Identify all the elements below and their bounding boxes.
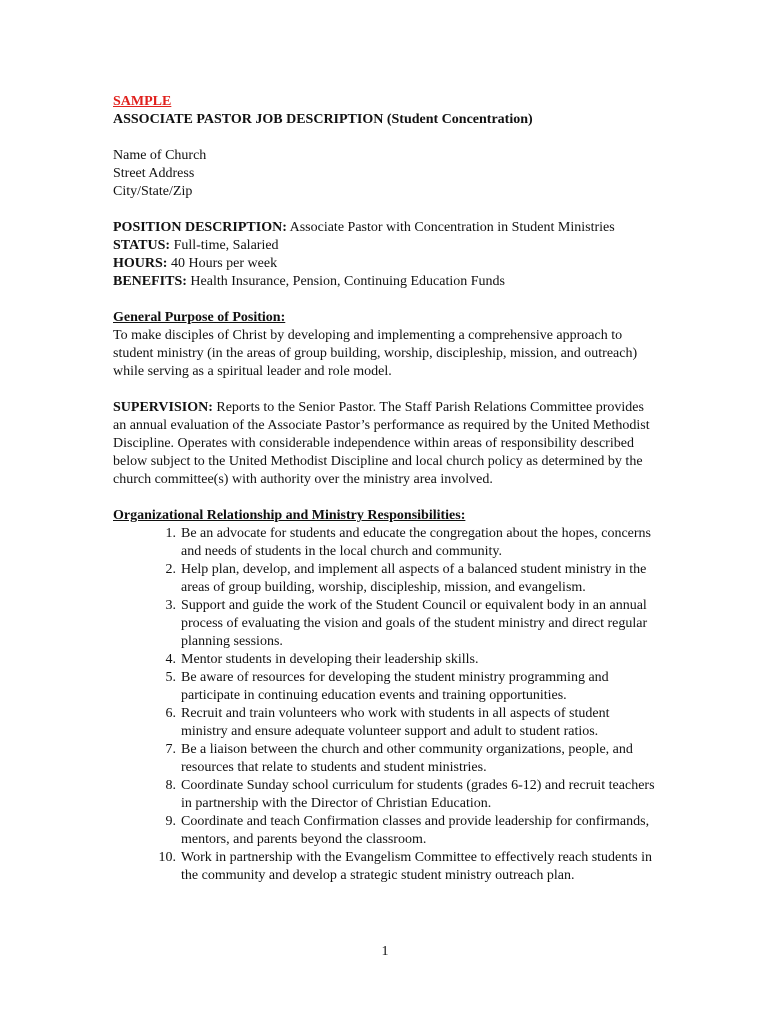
list-item <box>113 669 658 705</box>
list-item-number: 5. <box>165 670 176 685</box>
general-purpose-heading: General Purpose of Position: <box>113 310 286 325</box>
list-item-text: Coordinate Sunday school curriculum for students (grades 6-12) and recruit teachers in partnership with the Director of Christian Education. <box>181 778 655 811</box>
list-item-text: Recruit and train volunteers who work with students in all aspects of student ministry and ensure adequate volunteer support and adult to student ratios. <box>181 706 610 739</box>
list-item <box>113 849 658 885</box>
status-label: STATUS: <box>113 238 171 253</box>
position-details <box>113 219 658 291</box>
list-item-text: Be an advocate for students and educate the congregation about the hopes, concerns and needs of students in the local church and community. <box>181 526 651 559</box>
position-description-value: Associate Pastor with Concentration in Student Ministries <box>286 220 615 235</box>
list-item <box>113 813 658 849</box>
status-line <box>113 237 658 255</box>
hours-line <box>113 255 658 273</box>
document-page <box>113 93 658 885</box>
spacer <box>113 381 658 399</box>
supervision-paragraph <box>113 399 658 489</box>
spacer <box>113 201 658 219</box>
benefits-line <box>113 273 658 291</box>
sample-heading: SAMPLE <box>113 94 172 109</box>
benefits-label: BENEFITS: <box>113 274 187 289</box>
responsibilities-section <box>113 507 658 885</box>
list-item <box>113 741 658 777</box>
list-item-number: 4. <box>165 652 176 667</box>
general-purpose-section <box>113 309 658 381</box>
list-item-number: 7. <box>165 742 176 757</box>
list-item <box>113 651 658 669</box>
church-street: Street Address <box>113 166 195 181</box>
list-item-number: 1. <box>165 526 176 541</box>
position-description-line <box>113 219 658 237</box>
list-item-text: Be a liaison between the church and other community organizations, people, and resources that relate to students and student ministries. <box>181 742 633 775</box>
responsibilities-list <box>113 525 658 885</box>
list-item <box>113 597 658 651</box>
list-item-text: Support and guide the work of the Student Council or equivalent body in an annual process of evaluating the vision and goals of the student ministry and direct regular planning sessions. <box>181 598 648 649</box>
church-city: City/State/Zip <box>113 184 193 199</box>
position-description-label: POSITION DESCRIPTION: <box>113 220 287 235</box>
list-item-text: Help plan, develop, and implement all aspects of a balanced student ministry in the areas of group building, worship, discipleship, mission, and evangelism. <box>181 562 647 595</box>
church-address-block <box>113 147 658 201</box>
list-item-number: 2. <box>165 562 176 577</box>
list-item-number: 9. <box>165 814 176 829</box>
list-item-text: Mentor students in developing their leadership skills. <box>181 652 479 667</box>
list-item-text: Coordinate and teach Confirmation classes and provide leadership for confirmands, mentors, and parents beyond the classroom. <box>181 814 650 847</box>
list-item-number: 3. <box>165 598 176 613</box>
list-item <box>113 561 658 597</box>
list-item <box>113 777 658 813</box>
spacer <box>113 129 658 147</box>
list-item-number: 10. <box>158 850 176 865</box>
hours-value: 40 Hours per week <box>167 256 278 271</box>
document-title: ASSOCIATE PASTOR JOB DESCRIPTION (Student Concentration) <box>113 112 533 127</box>
list-item-number: 6. <box>165 706 176 721</box>
page-number: 1 <box>381 944 389 959</box>
supervision-label: SUPERVISION: <box>113 400 213 415</box>
spacer <box>113 489 658 507</box>
list-item <box>113 525 658 561</box>
supervision-text: Reports to the Senior Pastor. The Staff Parish Relations Committee provides an annual evaluation of the Associate Pastor’s performance as required by the United Methodist Discipline. Operates with considerable independence within areas of responsibility described below subject to the United Methodist Discipline and local church policy as determined by the church committee(s) with authority over the ministry area involved. <box>113 400 650 487</box>
supervision-section <box>113 399 658 489</box>
responsibilities-heading: Organizational Relationship and Ministry Responsibilities: <box>113 508 466 523</box>
hours-label: HOURS: <box>113 256 168 271</box>
list-item-number: 8. <box>165 778 176 793</box>
list-item-text: Work in partnership with the Evangelism Committee to effectively reach students in the community and develop a strategic student ministry outreach plan. <box>181 850 652 883</box>
benefits-value: Health Insurance, Pension, Continuing Education Funds <box>186 274 505 289</box>
list-item <box>113 705 658 741</box>
spacer <box>113 291 658 309</box>
church-name: Name of Church <box>113 148 207 163</box>
list-item-text: Be aware of resources for developing the student ministry programming and participate in continuing education events and training opportunities. <box>181 670 609 703</box>
general-purpose-text: To make disciples of Christ by developing and implementing a comprehensive approach to student ministry (in the areas of group building, worship, discipleship, mission, and outreach) while serving as a spiritual leader and role model. <box>113 328 638 379</box>
status-value: Full-time, Salaried <box>170 238 279 253</box>
